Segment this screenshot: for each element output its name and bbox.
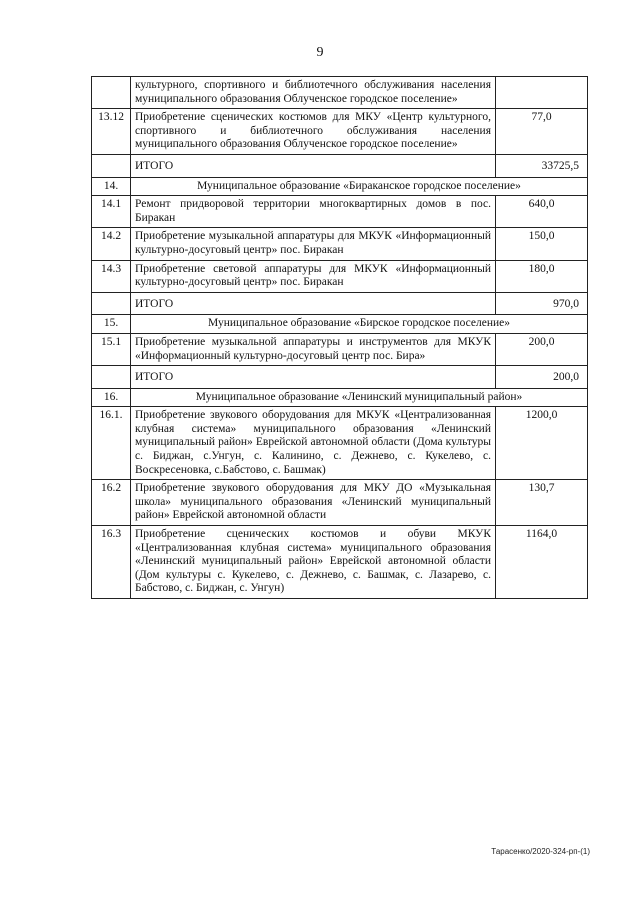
section-title: Муниципальное образование «Ленинский муниципальный район»: [131, 388, 588, 407]
item-amount: 180,0: [496, 260, 588, 292]
item-amount: 200,0: [496, 333, 588, 365]
section-row: [92, 388, 588, 407]
item-number: [92, 292, 131, 315]
item-number: 13.12: [92, 109, 131, 155]
item-number: 16.1.: [92, 407, 131, 480]
item-number: 15.1: [92, 333, 131, 365]
item-number: 14.2: [92, 228, 131, 260]
item-description: Приобретение музыкальной аппаратуры и инструментов для МКУК «Информационный культурно-досуговый центр пос. Бира»: [131, 333, 496, 365]
table-row: [92, 480, 588, 526]
item-amount: 1200,0: [496, 407, 588, 480]
table-row: [92, 109, 588, 155]
item-number: [92, 366, 131, 389]
total-row: [92, 292, 588, 315]
total-label: ИТОГО: [131, 154, 496, 177]
item-description: Приобретение звукового оборудования для МКУК «Централизованная клубная система» муниципального образования «Ленинский муниципальный район» Еврейской автономной области (Дома культуры с. Биджан, с.Унгун, с. Калинино, с. Дежнево, с. Кукелево, с. Воскресеновка, с.Бабстово, с. Башмак): [131, 407, 496, 480]
total-label: ИТОГО: [131, 366, 496, 389]
item-amount: [496, 77, 588, 109]
item-number: 16.3: [92, 526, 131, 599]
item-description: культурного, спортивного и библиотечного обслуживания населения муниципального образования Облученское городское поселение»: [131, 77, 496, 109]
item-number: [92, 77, 131, 109]
item-description: Приобретение сценических костюмов и обуви МКУК «Централизованная клубная система» муниципального образования «Ленинский муниципальный район» Еврейской автономной области (Дом культуры с. Кукелево, с. Дежнево, с. Башмак, с. Лазарево, с. Бабстово, с. Биджан, с. Унгун): [131, 526, 496, 599]
item-number: 16.2: [92, 480, 131, 526]
item-amount: 150,0: [496, 228, 588, 260]
item-description: Приобретение сценических костюмов для МКУ «Центр культурного, спортивного и библиотечного обслуживания населения муниципального образования Облученское городское поселение»: [131, 109, 496, 155]
section-row: [92, 177, 588, 196]
item-amount: 130,7: [496, 480, 588, 526]
item-number: [92, 154, 131, 177]
total-label: ИТОГО: [131, 292, 496, 315]
item-description: Приобретение музыкальной аппаратуры для МКУК «Информационный культурно-досуговый центр» пос. Биракан: [131, 228, 496, 260]
section-number: 16.: [92, 388, 131, 407]
item-amount: 1164,0: [496, 526, 588, 599]
section-title: Муниципальное образование «Бираканское городское поселение»: [131, 177, 588, 196]
section-title: Муниципальное образование «Бирское городское поселение»: [131, 315, 588, 334]
total-row: [92, 154, 588, 177]
footer-document-code: Тарасенко/2020-324-рп-(1): [491, 847, 590, 856]
item-description: Приобретение световой аппаратуры для МКУК «Информационный культурно-досуговый центр» пос. Биракан: [131, 260, 496, 292]
table-row: [92, 228, 588, 260]
item-number: 14.3: [92, 260, 131, 292]
section-row: [92, 315, 588, 334]
section-number: 14.: [92, 177, 131, 196]
section-number: 15.: [92, 315, 131, 334]
item-amount: 77,0: [496, 109, 588, 155]
item-description: Приобретение звукового оборудования для МКУ ДО «Музыкальная школа» муниципального образования «Ленинский муниципальный район» Еврейской автономной области: [131, 480, 496, 526]
table-row: [92, 260, 588, 292]
total-row: [92, 366, 588, 389]
budget-table: [91, 76, 588, 599]
item-amount: 640,0: [496, 196, 588, 228]
table-row: [92, 407, 588, 480]
table-row: [92, 526, 588, 599]
table-row: [92, 77, 588, 109]
table-row: [92, 196, 588, 228]
item-number: 14.1: [92, 196, 131, 228]
page-number: 9: [316, 45, 324, 60]
total-amount: 200,0: [496, 366, 588, 389]
total-amount: 970,0: [496, 292, 588, 315]
item-description: Ремонт придворовой территории многоквартирных домов в пос. Биракан: [131, 196, 496, 228]
table-row: [92, 333, 588, 365]
total-amount: 33725,5: [496, 154, 588, 177]
